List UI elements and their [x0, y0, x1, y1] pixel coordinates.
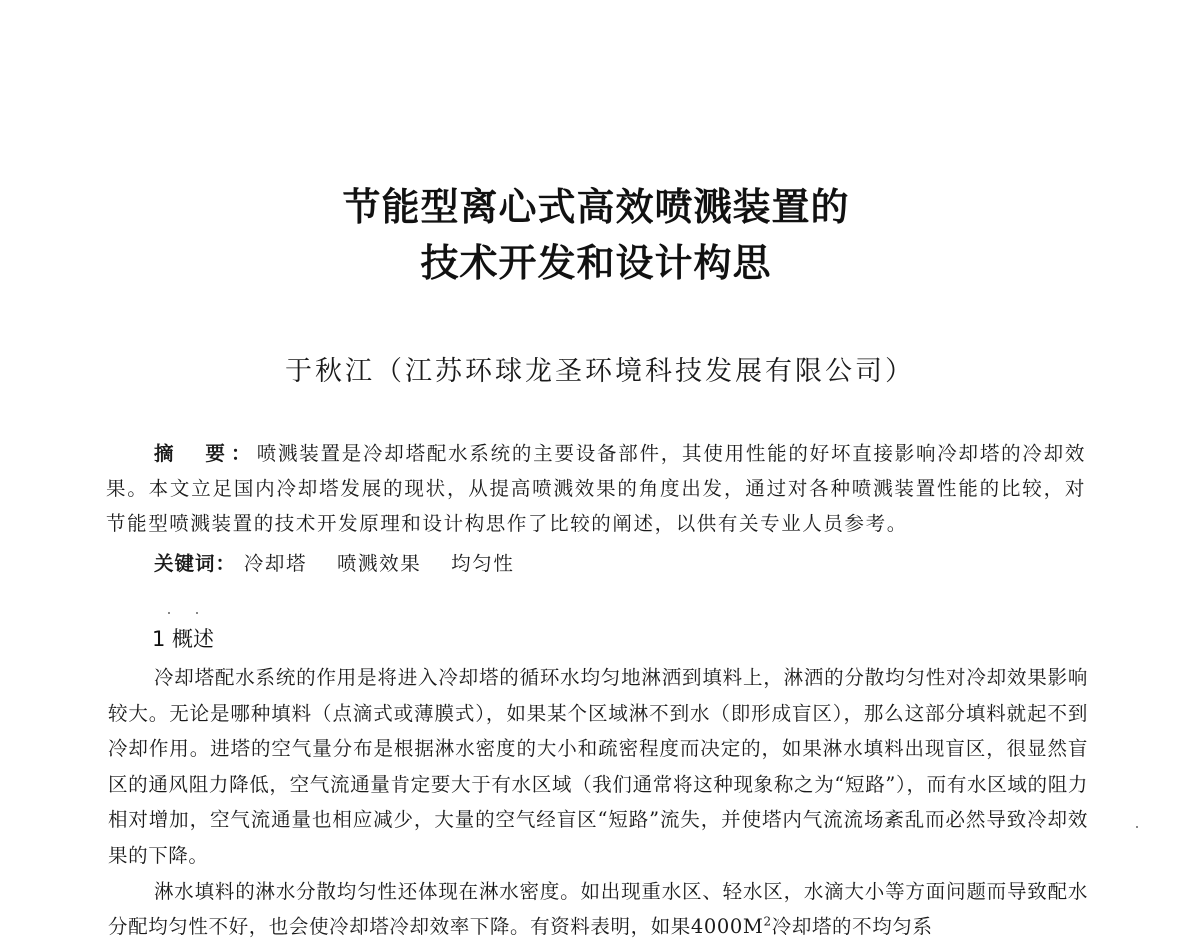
keywords-label: 关键词： [154, 552, 237, 575]
abstract [106, 436, 1086, 541]
body-paragraph: 冷却塔配水系统的作用是将进入冷却塔的循环水均匀地淋洒到填料上，淋洒的分散均匀性对冷却效果影响较大。无论是哪种填料（点滴式或薄膜式），如果某个区域淋不到水（即形成盲区），那么这部分填料就起不到冷却作用。进塔的空气量分布是根据淋水密度的大小和疏密程度而决定的，如果淋水填料出现盲区，很显然盲区的通风阻力降低，空气流通量肯定要大于有水区域（我们通常将这种现象称之为“短路”），而有水区域的阻力相对增加，空气流通量也相应减少，大量的空气经盲区“短路”流失，并使塔内气流流场紊乱而必然导致冷却效果的下降。 [108, 666, 1088, 867]
scan-speck [196, 612, 198, 614]
superscript: 2 [763, 914, 772, 929]
body-paragraph-text: 冷却塔的不均匀系 [771, 915, 933, 939]
paper-title-line-1: 节能型离心式高效喷溅装置的 [342, 184, 850, 229]
body-text [108, 660, 1088, 945]
body-paragraph [108, 874, 1088, 945]
scan-speck [1136, 826, 1138, 828]
keyword-item: 喷溅效果 [336, 552, 422, 575]
scan-speck [168, 612, 170, 614]
abstract-label: 摘 要： [154, 442, 257, 465]
keyword-item: 均匀性 [451, 552, 515, 575]
author-affiliation: 于秋江（江苏环球龙圣环境科技发展有限公司） [285, 356, 915, 387]
paper-title-line-2: 技术开发和设计构思 [420, 240, 772, 285]
keyword-item: 冷却塔 [243, 552, 308, 575]
keywords [154, 546, 536, 581]
abstract-text: 喷溅装置是冷却塔配水系统的主要设备部件，其使用性能的好坏直接影响冷却塔的冷却效果。本文立足国内冷却塔发展的现状，从提高喷溅效果的角度出发，通过对各种喷溅装置性能的比较，对节能型喷溅装置的技术开发原理和设计构思作了比较的阐述，以供有关专业人员参考。 [106, 442, 1086, 535]
section-heading: 1 概述 [152, 627, 215, 651]
body-paragraph-text: 淋水填料的淋水分散均匀性还体现在淋水密度。如出现重水区、轻水区，水滴大小等方面问题而导致配水分配均匀性不好，也会使冷却塔冷却效率下降。有资料表明，如果4000M [108, 879, 1088, 939]
